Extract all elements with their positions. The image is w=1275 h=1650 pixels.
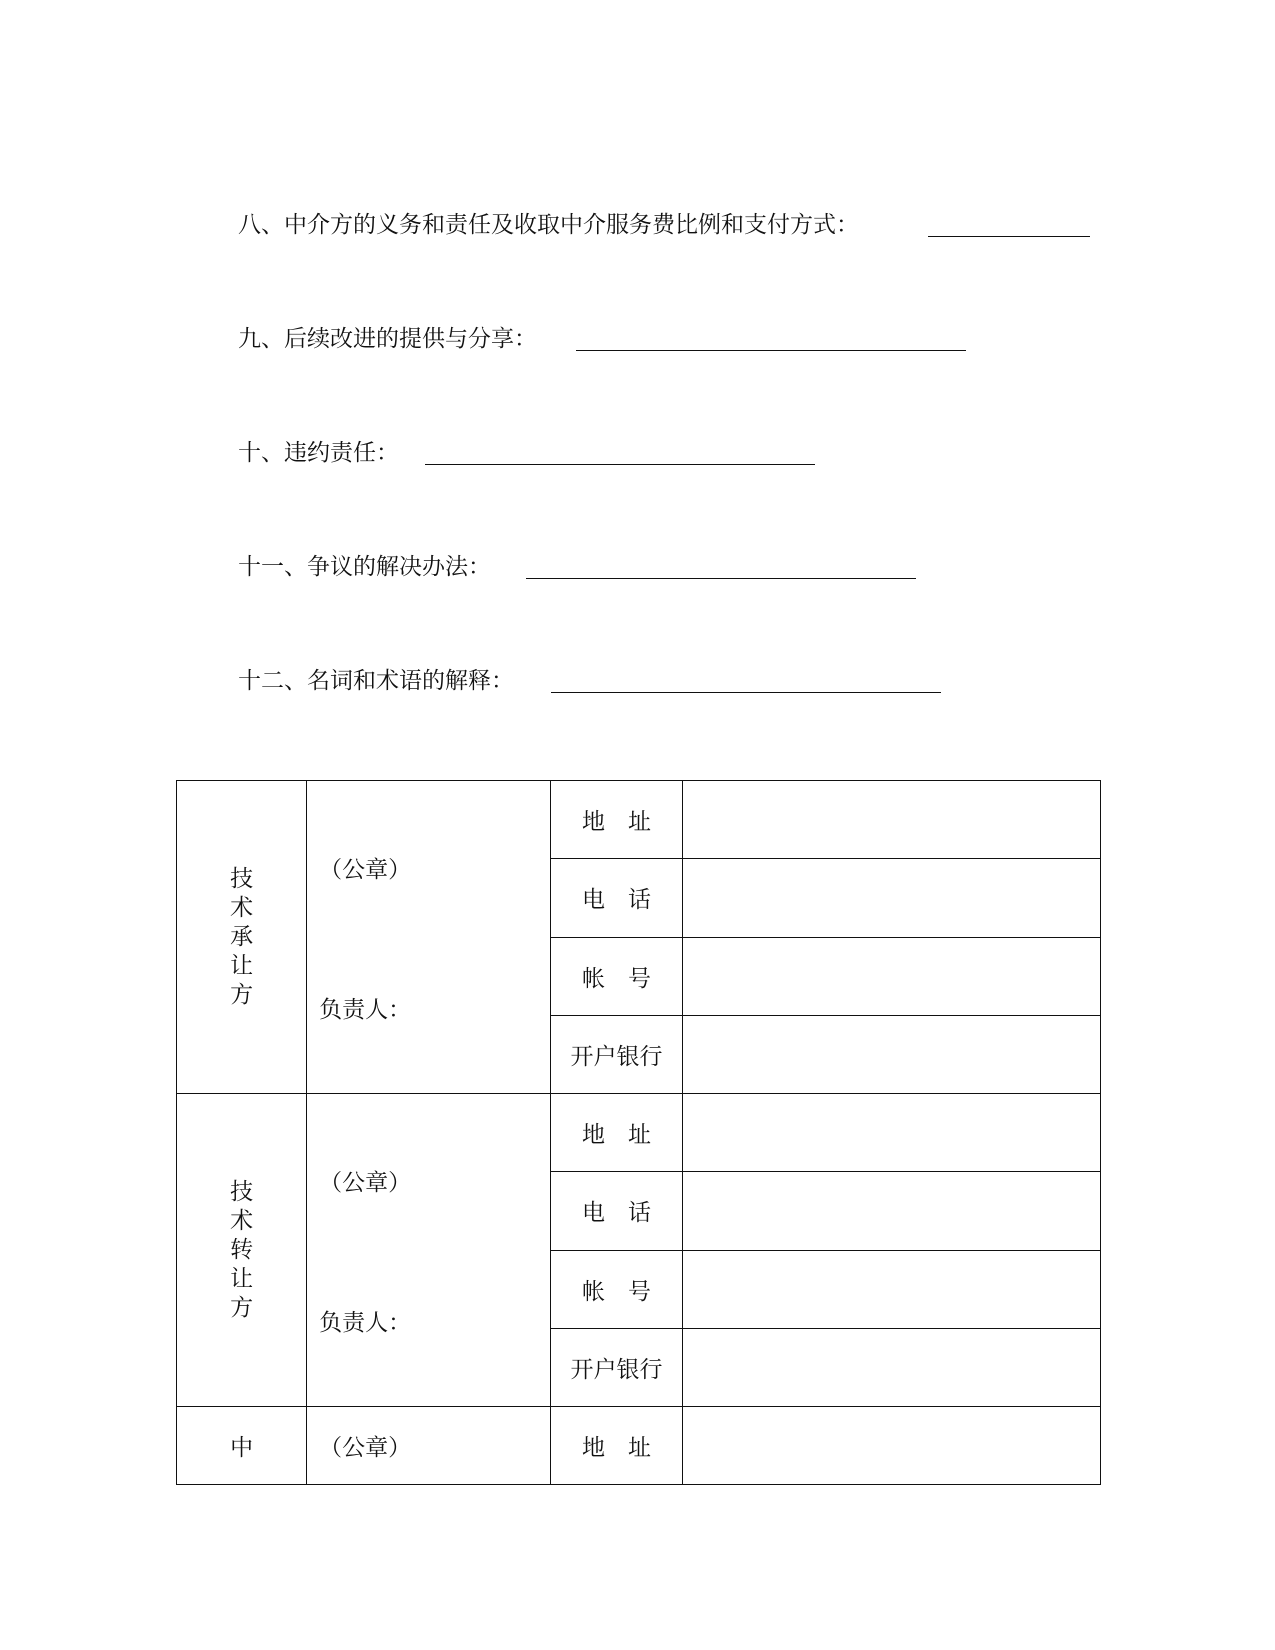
party-cell-transferor [177,1094,307,1407]
address-label [551,781,682,859]
phone-label-text: 电 话 [581,1200,651,1227]
seal-cell-intermediary[interactable] [307,1407,551,1485]
bank-label [551,1015,682,1093]
account-label [551,937,682,1015]
responsible-label: 负责人： [319,997,412,1023]
clause-8-blank[interactable] [928,236,1090,237]
clause-9: 九、后续改进的提供与分享： [238,326,537,352]
seal-cell-transferee[interactable] [307,781,551,1094]
phone-label [551,859,682,937]
seal-cell-transferor[interactable] [307,1094,551,1407]
signature-table [176,780,1101,1485]
address-label-text: 地 址 [581,1122,651,1149]
clause-10-blank[interactable] [425,464,815,465]
party-name-intermediary: 中 [230,1435,254,1461]
phone-label-text: 电 话 [581,887,651,914]
clause-12-blank[interactable] [551,692,941,693]
bank-label-text: 开户银行 [570,1043,663,1070]
address-value-intermediary[interactable] [682,1407,1100,1485]
clause-9-blank[interactable] [576,350,966,351]
clause-11: 十一、争议的解决办法： [238,554,491,580]
phone-value-transferee[interactable] [682,859,1100,937]
bank-label [551,1328,682,1406]
address-value-transferee[interactable] [682,781,1100,859]
bank-label-text: 开户银行 [570,1356,663,1383]
address-label-text: 地 址 [581,809,651,836]
phone-label [551,1172,682,1250]
clause-12: 十二、名词和术语的解释： [238,668,514,694]
party-name-transferee: 技术承让方 [230,865,254,1008]
account-label-text: 帐 号 [581,965,651,992]
clause-8: 八、中介方的义务和责任及收取中介服务费比例和支付方式： [238,212,859,238]
bank-value-transferor[interactable] [682,1328,1100,1406]
account-label-text: 帐 号 [581,1278,651,1305]
responsible-label: 负责人： [319,1310,412,1336]
clause-11-blank[interactable] [526,578,916,579]
table-row [177,1094,1101,1172]
party-cell-transferee [177,781,307,1094]
table-row [177,1407,1101,1485]
seal-label: （公章） [319,1435,412,1461]
seal-label: （公章） [319,857,412,883]
address-label-text: 地 址 [581,1435,651,1461]
party-name-transferor: 技术转让方 [230,1178,254,1321]
bank-value-transferee[interactable] [682,1015,1100,1093]
address-label [551,1094,682,1172]
seal-label: （公章） [319,1170,412,1196]
address-label [551,1407,682,1485]
table-row [177,781,1101,859]
phone-value-transferor[interactable] [682,1172,1100,1250]
address-value-transferor[interactable] [682,1094,1100,1172]
clause-10: 十、违约责任： [238,440,399,466]
account-label [551,1250,682,1328]
account-value-transferor[interactable] [682,1250,1100,1328]
party-cell-intermediary [177,1407,307,1485]
account-value-transferee[interactable] [682,937,1100,1015]
